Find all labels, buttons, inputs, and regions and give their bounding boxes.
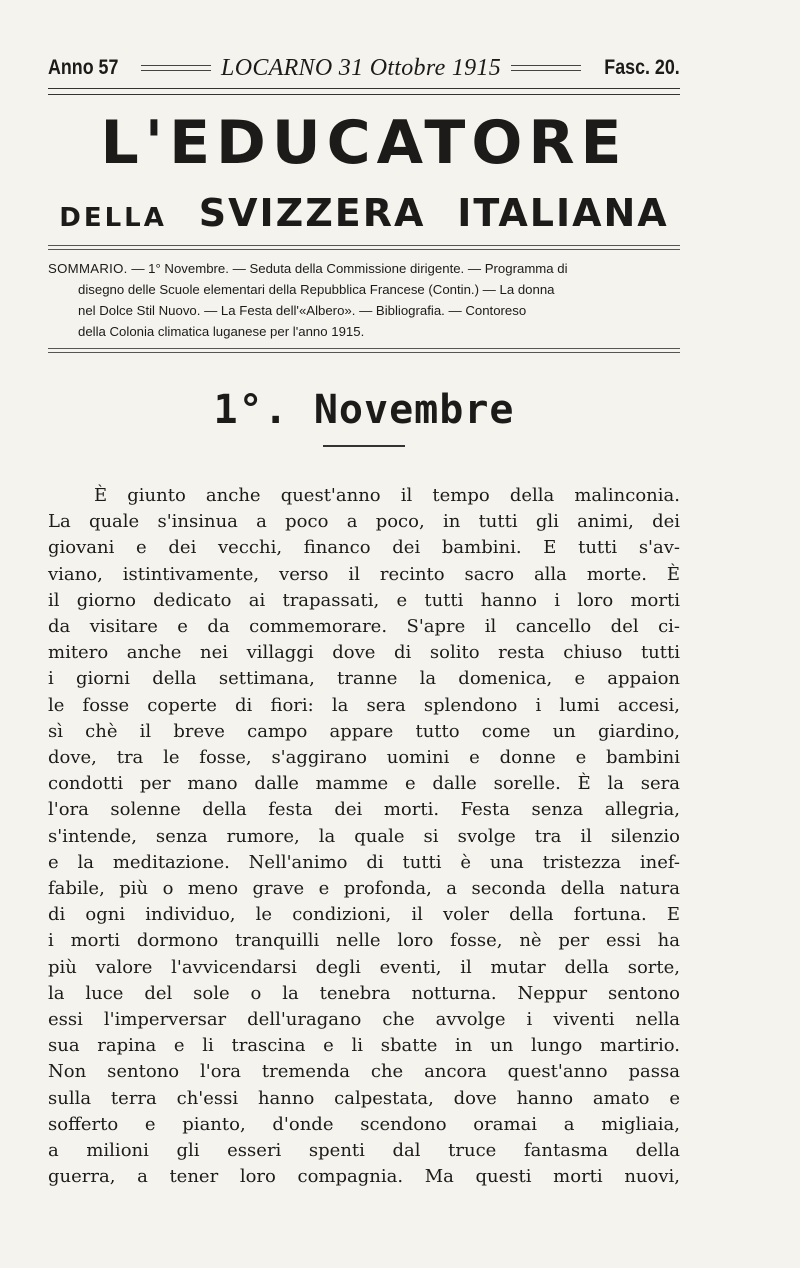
journal-page: [48, 48, 680, 1190]
article-body: [48, 483, 680, 1190]
article-title: 1°. Novembre: [213, 387, 515, 433]
article-line: da visitare e da commemorare. S'apre il cancello del ci-: [48, 616, 680, 638]
summary-line: nel Dolce Stil Nuovo. — La Festa dell'«Albero». — Bibliografia. — Contoreso: [78, 303, 527, 318]
article-line: dove, tra le fosse, s'aggirano uomini e donne e bambini: [48, 747, 680, 769]
summary-line: disegno delle Scuole elementari della Repubblica Francese (Contin.) — La donna: [78, 282, 555, 297]
subtitle-word-svizzera: SVIZZERA: [198, 191, 426, 235]
summary-line: della Colonia climatica luganese per l'anno 1915.: [78, 324, 365, 339]
article-line: sofferto e pianto, d'onde scendono oramai a migliaia,: [48, 1113, 680, 1135]
article-line: condotti per mano dalle mamme e dalle sorelle. È la sera: [48, 773, 680, 795]
summary-line: [48, 258, 680, 279]
article-line: di ogni individuo, le condizioni, il voler della fortuna. E: [48, 904, 680, 926]
journal-subtitle: [48, 189, 680, 245]
article-line: sì chè il breve campo appare tutto come un giardino,: [48, 720, 680, 742]
article-line: il giorno dedicato ai trapassati, e tutti hanno i loro morti: [48, 589, 680, 611]
article-line: Non sentono l'ora tremenda che ancora quest'anno passa: [48, 1061, 680, 1083]
article-line: a milioni gli esseri spenti dal truce fantasma della: [48, 1140, 680, 1162]
article-line: fabile, più o meno grave e profonda, a seconda della natura: [48, 878, 680, 900]
summary-bottom-rule: [48, 348, 680, 353]
article-line: s'intende, senza rumore, la quale si svolge tra il silenzio: [48, 825, 680, 847]
article-line: la luce del sole o la tenebra notturna. Neppur sentono: [48, 982, 680, 1004]
article-line: i morti dormono tranquilli nelle loro fosse, nè per essi ha: [48, 930, 680, 952]
masthead-top-rule: [48, 88, 680, 95]
article-line: essi l'imperversar dell'uragano che avvolge i viventi nella: [48, 1009, 680, 1031]
issue-number: Fasc. 20.: [604, 56, 681, 79]
header-divider-left: [141, 65, 211, 71]
article-line: viano, istintivamente, verso il recinto sacro alla morte. È: [48, 563, 680, 585]
article-line: più valore l'avvicendarsi degli eventi, il mutar della sorte,: [48, 956, 680, 978]
issue-year: Anno 57: [48, 56, 119, 79]
subtitle-word-della: DELLA: [59, 203, 167, 233]
article-line: È giunto anche quest'anno il tempo della malinconia.: [94, 485, 680, 506]
article-line: La quale s'insinua a poco a poco, in tutti gli animi, dei: [48, 511, 680, 533]
article-line: e la meditazione. Nell'animo di tutti è una tristezza inef-: [48, 851, 680, 873]
header-divider-right: [511, 65, 581, 71]
title-underline: [323, 445, 405, 447]
issue-place-date: LOCARNO 31 Ottobre 1915: [221, 54, 502, 81]
article-line: l'ora solenne della festa dei morti. Festa senza allegria,: [48, 799, 680, 821]
article-line: le fosse coperte di fiori: la sera splendono i lumi accesi,: [48, 694, 680, 716]
article-line: mitero anche nei villaggi dove di solito resta chiuso tutti: [48, 642, 680, 664]
table-of-contents: [48, 250, 680, 348]
article-line: i giorni della settimana, tranne la domenica, e appaion: [48, 668, 680, 690]
article-line: sulla terra ch'essi hanno calpestata, dove hanno amato e: [48, 1087, 680, 1109]
summary-text: — 1° Novembre. — Seduta della Commissione dirigente. — Programma di: [131, 261, 568, 276]
summary-label: SOMMARIO.: [48, 261, 128, 276]
subtitle-word-italiana: ITALIANA: [457, 191, 669, 235]
issue-header: [48, 48, 680, 88]
article-line: sua rapina e li trascina e li sbatte in un lungo martirio.: [48, 1035, 680, 1057]
journal-title: L'EDUCATORE: [100, 108, 628, 178]
article-line: guerra, a tener loro compagnia. Ma questi morti nuovi,: [48, 1166, 680, 1188]
article-line: giovani e dei vecchi, financo dei bambini. E tutti s'av-: [48, 537, 680, 559]
